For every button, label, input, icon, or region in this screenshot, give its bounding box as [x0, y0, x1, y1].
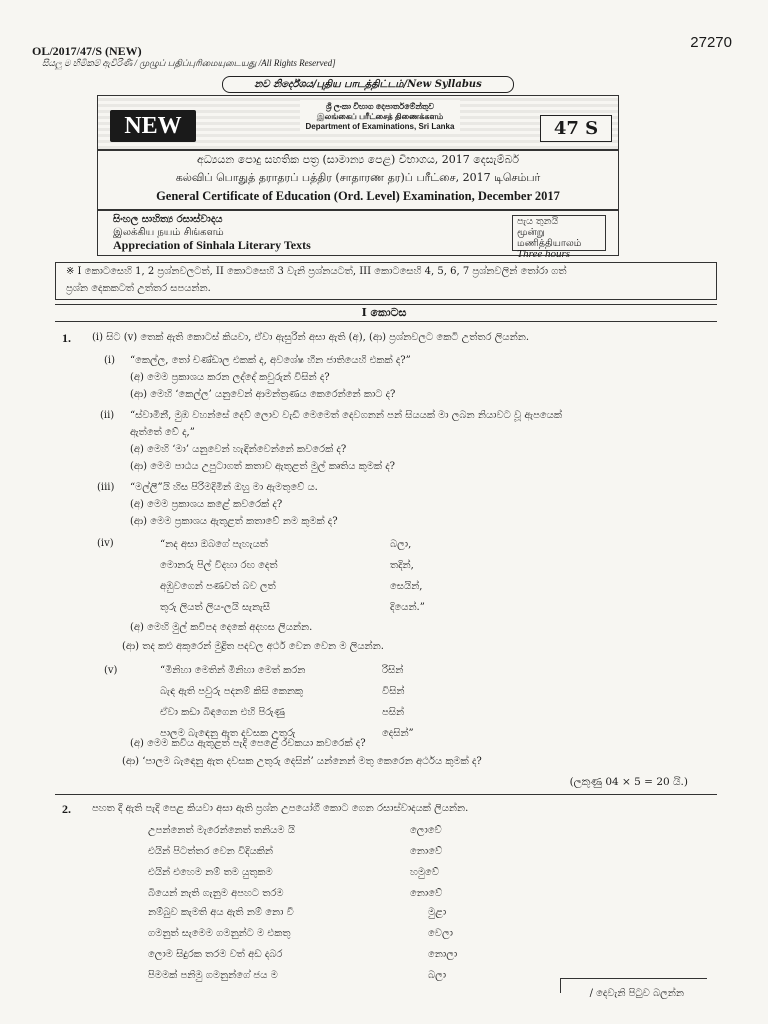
poem-line: උපන්නෙත් මැරෙන්නෙත් තනියම යි ලොවේ	[148, 825, 442, 836]
poem-line: පාලම බැඳෙනු ඇත දවසක උතුරු දෙසින්”	[160, 728, 414, 739]
q1-i-quote: “කෙල්ල, තෝ චණ්ඩාල එකක් ද, අවශේෂ හීන ජාතියෙහි එකක් ද?”	[130, 355, 411, 366]
question-rule	[55, 794, 717, 795]
subject-box	[97, 210, 619, 260]
subject-name-si: සිංහල සාහිත්‍ය රසාස්වාදය	[113, 214, 223, 225]
q1-iv-a: (අ) මෙහි මුල් කවිපද දෙකේ අදහස ලියන්න.	[130, 622, 313, 633]
q1-v-label: (v)	[104, 665, 118, 676]
q1-v-b: (ආ) ‘පාලම බැඳෙනු ඇත දවසක උතුරු දෙසින්’ යන්නෙන් මතු කෙරෙන අර්ථය කුමක් ද?	[122, 756, 482, 767]
q2-stanza-1	[148, 820, 442, 904]
instructions-line1: ※ I කොටසෙහි 1, 2 ප්‍රශ්නවලටත්, II කොටසෙහි 3 වැනි ප්‍රශ්නයටත්, III කොටසෙහි 4, 5, 6, 7 ප්‍රශ්නවලින් තෝරා ගත්	[66, 266, 567, 277]
q1-iii-a: (අ) මෙම ප්‍රකාශය කළේ කවරෙක් ද?	[130, 499, 283, 510]
duration-ta: மூன்று மணித்தியாலம்	[517, 227, 582, 249]
exam-title-si: අධ්‍යයන පොදු සහතික පත්‍ර (සාමාන්‍ය පෙළ) විභාගය, 2017 දෙසැම්බර්	[196, 153, 520, 166]
duration-en: Three hours	[517, 248, 571, 260]
duration-si: පැය තුනයි	[517, 216, 559, 227]
rights-reserved: සියලු ම හිමිකම් ඇවිරිණි / முழுப் பதிப்புரிமையுடையது /All Rights Reserved]	[42, 58, 336, 68]
q1-ii-label: (ii)	[100, 410, 115, 421]
subject-name-ta: இலக்கிய நயம் சிங்களம்	[113, 227, 224, 238]
exam-title-ta: கல்விப் பொதுத் தராதரப் பத்திர (சாதாரண தர)ப் பரீட்சை, 2017 டிசெம்பர்	[175, 171, 541, 184]
q1-ii-b: (ආ) මෙම පාඨය උපුටාගත් කතාව ඇතුළත් මුල් කෘතිය කුමක් ද?	[130, 461, 396, 472]
department-ta: இலங்கைப் பரீட்சைத் திணைக்களம்	[316, 112, 444, 121]
q1-marks: (ලකුණු 04 × 5 = 20 යි.)	[569, 776, 688, 788]
q1-v-poem	[160, 660, 414, 744]
duration-box	[512, 215, 606, 260]
paper-code: OL/2017/47/S (NEW)	[32, 44, 142, 58]
department-si: ශ්‍රී ලංකා විභාග දෙපාර්තමේන්තුව	[325, 102, 435, 111]
exam-title-box	[97, 150, 619, 210]
q1-i-a: (අ) මෙම ප්‍රකාශය කරන ලද්දේ කවුරුන් විසින් ද?	[130, 372, 330, 383]
q1-iv-b: (ආ) තද කළු අකුරෙන් මුද්‍රිත පදවල අර්ථ වෙන වෙන ම ලියන්න.	[122, 641, 384, 652]
department-name	[300, 100, 460, 134]
section-rule-top	[55, 304, 717, 305]
poem-line: “නද අසා ඔබගේ පැහැයත් බලා,	[160, 539, 412, 550]
subject-code: 47 S	[540, 115, 612, 142]
poem-line: බැඳ ඇති පවුරු පදනම් කිසි කෙනකු විසින්	[160, 686, 405, 697]
q1-iv-poem	[160, 534, 425, 618]
q1-ii-quote-1: “ස්වාමිනී, මුඹ වහන්සේ දෙව් ලොව වැඩි මෙමෙත් දෙවගනන් පන් සියයක් මා ලබන නියාවට වූ ඇපයෙක්	[130, 410, 562, 421]
department-en: Department of Examinations, Sri Lanka	[305, 122, 455, 131]
q1-iii-b: (ආ) මෙම ප්‍රකාශය ඇතුළත් කතාවේ නම කුමක් ද?	[130, 516, 338, 527]
poem-line: නම්බුව කැමති අය ඇති නම් නො වී මුළා	[148, 907, 447, 918]
poem-line: මොනරු පිල් විදහා රඟ දෙත් තදින්,	[160, 560, 414, 571]
question-2-stem: පහත දී ඇති පැදි පෙළ කියවා අසා ඇති ප්‍රශ්න උපයෝගී කොට ගෙන රසාස්වාදයක් ලියන්න.	[92, 803, 469, 814]
poem-line: පිමමක් පනිමු ගමනුන්ගේ ජය ම බලා	[148, 970, 447, 981]
poem-line: තුරු ලියත් ලිය-ලයි සැනැසී දියෙන්.”	[160, 602, 425, 613]
instructions-box	[55, 262, 717, 300]
q1-iii-label: (iii)	[97, 482, 115, 493]
serial-number: 27270	[690, 34, 732, 51]
question-1-stem: (i) සිට (v) තෙක් ඇති කොටස් කියවා, ඒවා ඇසුරින් අසා ඇති (අ), (ආ) ප්‍රශ්නවලට කෙටි උත්තර ලියන්න.	[92, 332, 530, 343]
q1-iii-quote: “මල්ලී”යි හිස පිරිමදිමින් ඔහු මා ඇමතුවේ ය.	[130, 482, 318, 493]
section-title: I කොටස	[361, 306, 407, 319]
poem-line: ඒවා කඩා බිඳගෙන එහි පිරුණු පසින්	[160, 707, 405, 718]
q1-iv-label: (iv)	[97, 538, 114, 549]
q1-ii-quote-2: ඇත්තේ වේ ද,”	[130, 427, 195, 438]
poem-line: “මිනිහා මෙතින් මිනිහා මෙත් කරන රිසින්	[160, 665, 404, 676]
new-badge: NEW	[110, 110, 196, 142]
q1-ii-a: (අ) මෙහි ‘මා’ යනුවෙන් හැඳින්වෙන්නේ කවරෙක් ද?	[130, 444, 347, 455]
poem-line: ලොම සිදුරක තරම වත් අඩ දබර නොලා	[148, 949, 458, 960]
q1-i-b: (ආ) මෙහි ‘කෙල්ල’ යනුවෙන් ආමන්ත්‍රණය කෙරෙන්නේ කාට ද?	[130, 389, 396, 400]
q2-stanza-2	[148, 902, 457, 986]
section-rule-bottom	[55, 321, 717, 322]
subject-name	[113, 213, 311, 252]
instructions-line2: ප්‍රශ්න දෙකකටත් උත්තර සපයන්න.	[66, 283, 211, 294]
q1-v-a: (අ) මෙම කවිය ඇතුළත් පැදි පෙළේ රචකයා කවරෙක් ද?	[130, 738, 366, 749]
poem-line: බියෙන් නැති ගැනුම අපහට තරම නොවේ	[148, 888, 443, 899]
poem-line: එයින් එහෙම නම් තම යුතුකම හමුවේ	[148, 867, 440, 878]
question-2-number: 2.	[62, 802, 71, 816]
question-1-number: 1.	[62, 331, 71, 345]
poem-line: අඹුවගෙන් පණවත් බව ලත් සෙයින්,	[160, 581, 423, 592]
subject-name-en: Appreciation of Sinhala Literary Texts	[113, 238, 311, 252]
page-turn-note: / දෙවැනි පිටුව බලන්න	[589, 988, 684, 999]
q1-i-label: (i)	[104, 355, 116, 366]
exam-title-en: General Certificate of Education (Ord. Level) Examination, December 2017	[156, 189, 560, 203]
poem-line: ගමනුත් සැමෙම ගමනුන්ට ම එකතු වෙලා	[148, 928, 453, 939]
poem-line: එයින් පිටත්තර වෙන විදියකින් නොවේ	[148, 846, 443, 857]
syllabus-label: නව නිර්දේශය/புதிய பாடத்திட்டம்/New Syllabus	[222, 76, 514, 93]
